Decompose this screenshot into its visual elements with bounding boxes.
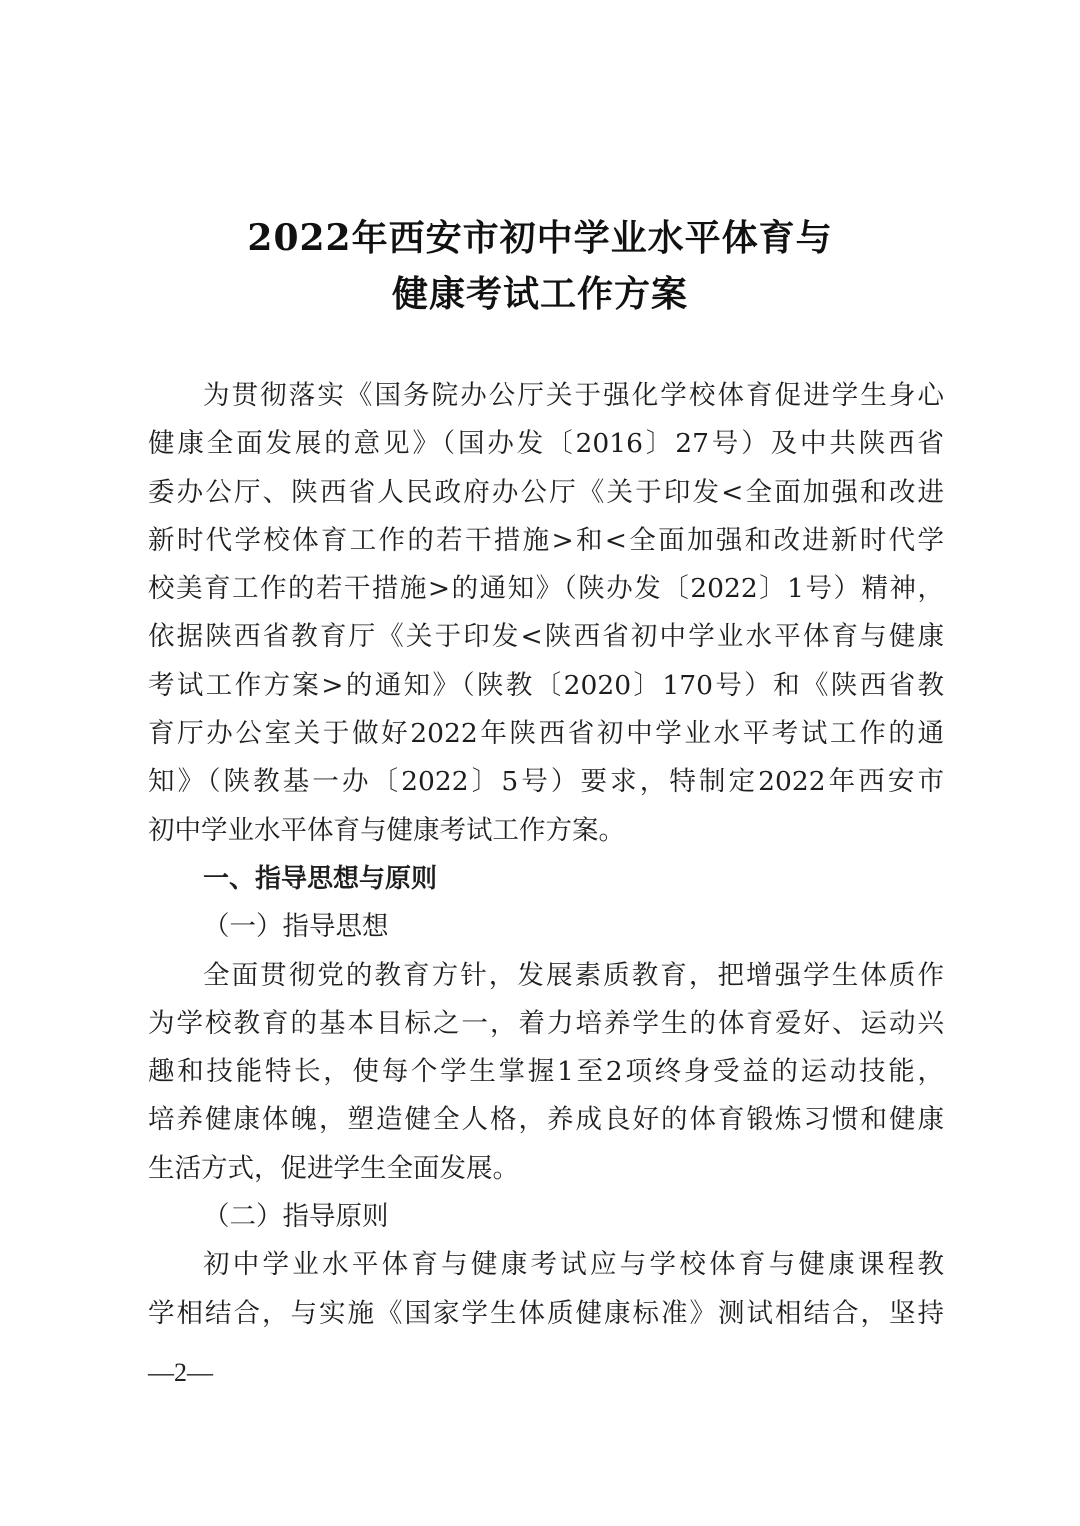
page-number: —2— — [148, 1358, 213, 1387]
text-line: 初中学业水平体育与健康考试应与学校体育与健康课程教 — [203, 1249, 944, 1281]
text-line: 新时代学校体育工作的若干措施>和<全面加强和改进新时代学 — [148, 524, 944, 556]
text-line: 校美育工作的若干措施>的通知》（陕办发〔2022〕1号）精神， — [148, 573, 944, 605]
text-line: 生活方式，促进学生全面发展。 — [148, 1152, 519, 1184]
text-line: 依据陕西省教育厅《关于印发<陕西省初中学业水平体育与健康 — [148, 621, 944, 653]
text-line: 全面贯彻党的教育方针，发展素质教育，把增强学生体质作 — [203, 959, 944, 991]
intro-paragraph — [148, 372, 944, 855]
section-heading: 一、指导思想与原则 — [203, 863, 438, 894]
text-line: 为贯彻落实《国务院办公厅关于强化学校体育促进学生身心 — [203, 380, 944, 411]
text-line: 健康全面发展的意见》（国办发〔2016〕27号）及中共陕西省 — [148, 428, 944, 460]
guiding-principle-paragraph — [148, 1241, 944, 1338]
text-line: 考试工作方案>的通知》（陕教〔2020〕170号）和《陕西省教 — [148, 669, 944, 701]
guiding-thought-paragraph — [148, 952, 944, 1193]
text-line: 培养健康体魄，塑造健全人格，养成良好的体育锻炼习惯和健康 — [148, 1104, 944, 1136]
text-line: 学相结合，与实施《国家学生体质健康标准》测试相结合，坚持 — [148, 1297, 944, 1329]
document-title-line-2: 健康考试工作方案 — [391, 273, 688, 315]
subsection-heading: （一）指导思想 — [203, 911, 389, 943]
text-line: 趣和技能特长，使每个学生掌握1至2项终身受益的运动技能， — [148, 1056, 944, 1088]
text-line: 育厅办公室关于做好2022年陕西省初中学业水平考试工作的通 — [148, 718, 944, 750]
text-line: 为学校教育的基本目标之一，着力培养学生的体育爱好、运动兴 — [148, 1007, 944, 1039]
text-line: 初中学业水平体育与健康考试工作方案。 — [148, 814, 625, 846]
document-body — [148, 372, 944, 1338]
subsection-heading: （二）指导原则 — [203, 1201, 389, 1233]
document-title-line-1: 2022年西安市初中学业水平体育与 — [247, 217, 833, 259]
text-line: 知》（陕教基一办〔2022〕5号）要求，特制定2022年西安市 — [148, 766, 944, 798]
text-line: 委办公厅、陕西省人民政府办公厅《关于印发<全面加强和改进 — [148, 476, 944, 508]
